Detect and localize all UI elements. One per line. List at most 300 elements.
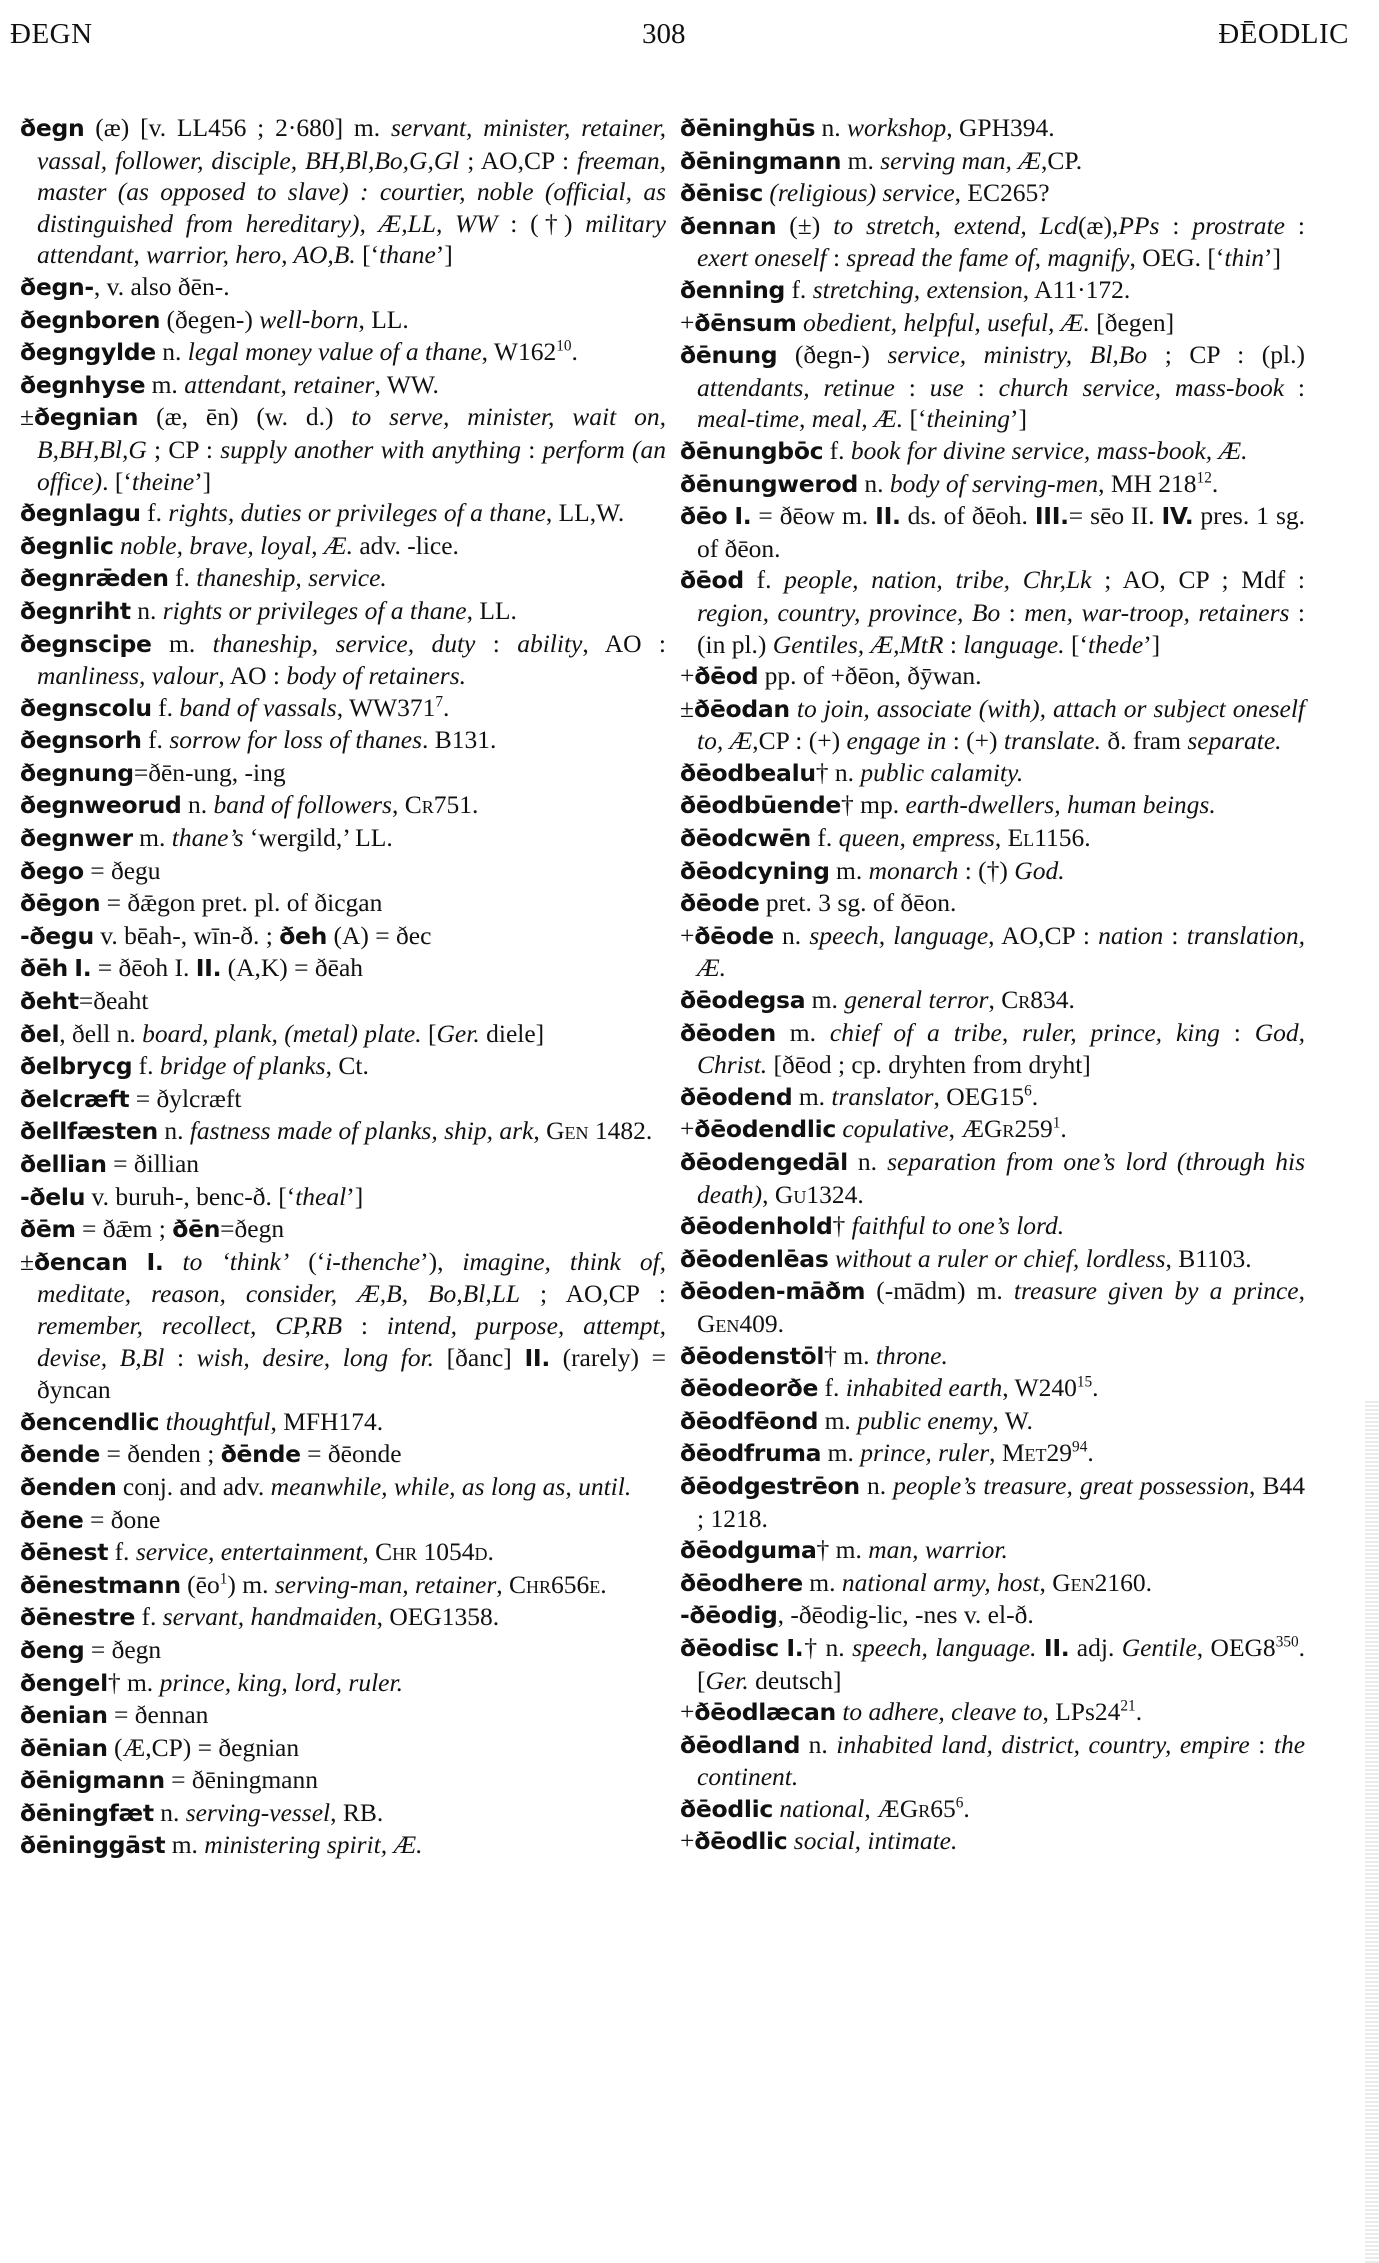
- definition-text: theal: [295, 1181, 347, 1211]
- entry-text: n.: [859, 1470, 894, 1500]
- headword: ðeh: [279, 921, 328, 950]
- definition-text: engage in: [846, 726, 947, 756]
- dictionary-entry: [680, 564, 1305, 660]
- headword: II.: [875, 502, 901, 531]
- entry-text: ’]: [435, 240, 453, 270]
- definition-text: serving-vessel: [185, 1797, 331, 1827]
- headword: ðegnboren: [20, 305, 161, 334]
- dictionary-entry: [680, 660, 1305, 693]
- headword: ðēodcyning: [680, 856, 830, 885]
- definition-text: body of serving-men: [889, 468, 1099, 498]
- definition-text: treasure given by a prince: [1013, 1276, 1299, 1306]
- entry-text: , W.: [992, 1405, 1033, 1435]
- entry-text: .: [1087, 1438, 1094, 1468]
- headword: ðencendlic: [20, 1407, 160, 1436]
- source-abbrev: Chr: [375, 1537, 418, 1567]
- entry-text: , A11·172.: [1022, 274, 1131, 304]
- dictionary-entry: [680, 145, 1305, 178]
- headword: ðēodegsa: [680, 986, 806, 1015]
- definition-text: separation from one’s lord (through his death): [697, 1147, 1306, 1209]
- entry-text: f.: [140, 498, 169, 528]
- headword: ðēodenstōl: [680, 1341, 825, 1370]
- definition-text: band of followers: [213, 790, 392, 820]
- definition-text: attendant, retainer: [184, 369, 375, 399]
- entry-text: ,: [1039, 1567, 1053, 1597]
- dictionary-entry: [20, 1634, 666, 1667]
- entry-text: ,: [391, 790, 405, 820]
- entry-text: n.: [157, 1116, 190, 1146]
- entry-text: :: [963, 372, 999, 402]
- dictionary-entry: [680, 1243, 1305, 1276]
- dictionary-entry: [680, 1696, 1305, 1729]
- entry-text: , RB.: [330, 1797, 384, 1827]
- entry-text: , AO,CP :: [988, 920, 1099, 950]
- entry-text: 1482.: [588, 1116, 653, 1146]
- headword: ðēnisc: [680, 179, 763, 208]
- dictionary-entry: [680, 693, 1305, 757]
- definition-text: inhabited earth: [845, 1373, 1003, 1403]
- definition-text: people’s treasure, great possession: [893, 1470, 1250, 1500]
- headword: ðegnian: [34, 403, 139, 432]
- dictionary-entry: [20, 920, 666, 953]
- entry-text: m.: [821, 1438, 861, 1468]
- entry-text: = sēo II.: [1068, 501, 1162, 531]
- entry-text: ; CP :: [146, 434, 221, 464]
- entry-text: ; CP : (pl.): [1147, 340, 1306, 370]
- entry-text: n.: [153, 1797, 186, 1827]
- entry-text: 751.: [433, 790, 479, 820]
- dictionary-entry: [20, 1797, 666, 1830]
- entry-text: pret. 3 sg. of ðēon.: [759, 888, 957, 918]
- entry-text: 656: [551, 1569, 590, 1599]
- headword: ðel: [20, 1019, 60, 1048]
- dictionary-entry: [20, 1148, 666, 1181]
- definition-text: attendants, retinue: [697, 372, 895, 402]
- entry-text: :: [894, 372, 930, 402]
- headword: ðēningmann: [680, 146, 842, 175]
- definition-text: thede: [1087, 629, 1144, 659]
- entry-text: , W240: [1002, 1373, 1077, 1403]
- headword: ðēodcwēn: [680, 824, 811, 853]
- dictionary-entry: [20, 1699, 666, 1732]
- dictionary-entry: [20, 369, 666, 402]
- entry-text: ,CP.: [1041, 145, 1083, 175]
- headword: ðellfæsten: [20, 1117, 158, 1146]
- headword: ðēnungbōc: [680, 436, 824, 465]
- entry-text: +: [680, 1826, 695, 1856]
- headword: -ðelu: [20, 1182, 86, 1211]
- entry-text: adj.: [1069, 1632, 1122, 1662]
- dictionary-entry: [20, 112, 666, 271]
- entry-text: = ðēonde: [300, 1439, 402, 1469]
- headword: ðegnlagu: [20, 499, 141, 528]
- entry-text: [164, 1247, 183, 1276]
- dictionary-entry: [20, 1471, 666, 1504]
- headword: II.: [195, 954, 222, 983]
- entry-text: , OEG8: [1196, 1632, 1276, 1662]
- entry-text: 409.: [739, 1308, 785, 1338]
- page-number: 308: [642, 18, 686, 50]
- definition-text: manliness, valour: [37, 661, 219, 691]
- definition-text: throne.: [875, 1340, 948, 1370]
- entry-text: = ðēningmann: [164, 1765, 318, 1795]
- definition-text: sorrow for loss of thanes: [169, 725, 422, 755]
- definition-text: translator: [831, 1081, 934, 1111]
- entry-text: , Æ: [864, 1793, 900, 1823]
- definition-text: people, nation, tribe, Chr,Lk: [784, 565, 1092, 595]
- dictionary-entry: [20, 1115, 666, 1148]
- entry-text: , B1103.: [1165, 1243, 1252, 1273]
- dictionary-entry: [680, 822, 1305, 855]
- entry-text: m.: [829, 855, 869, 885]
- headword: ðenian: [20, 1701, 108, 1730]
- entry-text: = ðone: [83, 1504, 161, 1534]
- headword: I.: [734, 502, 752, 531]
- entry-text: ; AO,CP :: [520, 1279, 666, 1309]
- definition-text: serving man, Æ: [880, 145, 1041, 175]
- headword: ðegngylde: [20, 338, 156, 367]
- entry-text: = ðillian: [106, 1149, 200, 1178]
- headword: ðēo: [680, 502, 728, 531]
- entry-text: n.: [155, 337, 188, 367]
- definition-text: nation: [1098, 920, 1164, 950]
- headword: ðēningfæt: [20, 1798, 154, 1827]
- definition-text: speech, language: [809, 920, 989, 950]
- dictionary-entry: [20, 1083, 666, 1116]
- headword: ðegnscipe: [20, 629, 152, 658]
- source-abbrev: Gen: [697, 1308, 740, 1338]
- dictionary-entry: [20, 1406, 666, 1439]
- definition-text: obedient, helpful, useful, Æ.: [802, 307, 1090, 337]
- definition-text: service, entertainment: [135, 1537, 363, 1567]
- dictionary-entry: [20, 1536, 666, 1569]
- headword: ðēodland: [680, 1730, 801, 1759]
- headword: ðende: [20, 1440, 101, 1469]
- running-header: [10, 10, 1349, 60]
- entry-text: ,: [1298, 1276, 1305, 1306]
- entry-text: † n.: [815, 757, 861, 787]
- entry-text: (±): [776, 210, 834, 240]
- headword: ðēgon: [20, 889, 101, 918]
- source-abbrev: El: [1007, 823, 1035, 853]
- entry-text: f.: [108, 1537, 136, 1567]
- headword: ðēodgestrēon: [680, 1471, 860, 1500]
- entry-text: . [: [697, 1632, 1306, 1695]
- dictionary-entry: [680, 1567, 1305, 1600]
- entry-text: f.: [743, 565, 785, 595]
- source-abbrev: Gr: [899, 1793, 931, 1823]
- headword: ðēodhere: [680, 1568, 803, 1597]
- source-abbrev: Cr: [1001, 985, 1031, 1015]
- entry-text: =ðegn: [220, 1214, 285, 1244]
- entry-text: [128, 1247, 147, 1276]
- headword: II.: [524, 1343, 550, 1372]
- definition-text: noble, brave, loyal, Æ.: [119, 530, 353, 560]
- entry-text: :: [943, 629, 964, 659]
- entry-text: .: [1211, 468, 1219, 498]
- entry-text: : (†): [958, 855, 1015, 885]
- entry-text: , v. also ðēn-.: [93, 271, 230, 301]
- headword: ðēodlic: [694, 1827, 788, 1856]
- right-column: [680, 112, 1305, 1858]
- entry-text: † mp.: [841, 790, 906, 820]
- headword: ðencan: [34, 1247, 128, 1276]
- entry-text: m.: [792, 1081, 832, 1111]
- definition-text: prince, king, lord, ruler.: [159, 1667, 403, 1697]
- entry-text: f.: [132, 1051, 160, 1081]
- entry-text: = ðǣgon pret. pl. of ðicgan: [100, 888, 383, 918]
- dictionary-entry: [680, 1017, 1305, 1081]
- headword: ðēnian: [20, 1733, 108, 1762]
- definition-text: service, ministry, Bl,Bo: [887, 340, 1148, 370]
- dictionary-entry: [20, 1050, 666, 1083]
- dictionary-entry: [20, 1732, 666, 1765]
- dictionary-entry: [680, 1405, 1305, 1438]
- entry-text: .: [1031, 1081, 1039, 1111]
- definition-text: thaneship, service.: [196, 563, 387, 593]
- source-abbrev: Met: [1001, 1438, 1047, 1468]
- dictionary-entry: [680, 887, 1305, 920]
- definition-text: serving-man, retainer: [274, 1569, 497, 1599]
- headword: -ðēodig: [680, 1601, 778, 1630]
- dictionary-entry: [20, 1601, 666, 1634]
- dictionary-entry: [20, 1569, 666, 1602]
- definition-text: monarch: [868, 855, 959, 885]
- entry-text: (-mādm) m.: [865, 1276, 1014, 1306]
- headword: ðeng: [20, 1635, 85, 1664]
- dictionary-entry: [680, 210, 1305, 274]
- definition-text: legal money value of a thane: [187, 337, 482, 367]
- entry-text: ’]: [1143, 629, 1161, 659]
- entry-text: v. bēah-, wīn-ð. ;: [93, 920, 280, 950]
- entry-text: ds. of ðēoh.: [900, 501, 1035, 531]
- dictionary-entry: [20, 530, 666, 563]
- entry-text: :: [164, 1342, 197, 1372]
- definition-text: to adhere, cleave to: [842, 1697, 1043, 1727]
- entry-text: : (†): [497, 208, 586, 238]
- headword: IV.: [1161, 502, 1194, 531]
- dictionary-entry: [20, 1018, 666, 1051]
- headword: ðēnde: [220, 1440, 301, 1469]
- definition-text: prostrate: [1192, 210, 1285, 240]
- entry-text: [790, 694, 797, 723]
- dictionary-entry: [680, 468, 1305, 501]
- entry-text: m.: [818, 1405, 858, 1435]
- header-right-guideword: ĐĒODLIC: [1218, 18, 1349, 50]
- source-abbrev: Gen: [546, 1116, 589, 1146]
- definition-text: military attendant, warrior, hero, AO,B.: [37, 208, 666, 270]
- entry-text: +: [680, 307, 695, 337]
- dictionary-entry: [680, 1275, 1305, 1339]
- headword: ðēodisc: [680, 1633, 779, 1662]
- headword: ðēodfēond: [680, 1406, 819, 1435]
- headword: ðēodenhold: [680, 1212, 833, 1241]
- definition-text: fastness made of planks, ship, ark: [189, 1116, 534, 1146]
- entry-text: ’]: [1010, 404, 1028, 434]
- entry-text: , AO :: [582, 628, 666, 658]
- entry-text: m.: [165, 1830, 205, 1860]
- entry-text: (ðegen-): [160, 304, 260, 334]
- headword: ðēnsum: [694, 308, 797, 337]
- headword: ðennan: [680, 211, 777, 240]
- entry-text: ; AO, CP ; Mdf :: [1091, 565, 1305, 595]
- entry-text: ,: [496, 1569, 510, 1599]
- dictionary-entry: [680, 920, 1305, 984]
- definition-text: thane’s: [171, 823, 244, 853]
- headword: ðēn: [172, 1215, 221, 1244]
- entry-text: .: [1135, 1697, 1143, 1727]
- entry-text: n.: [773, 920, 810, 950]
- dictionary-entry: [20, 1213, 666, 1246]
- definition-text: thoughtful: [165, 1406, 271, 1436]
- entry-text: †: [832, 1211, 852, 1241]
- definition-text: rights, duties or privileges of a thane: [168, 498, 546, 528]
- definition-text: (religious) service: [769, 178, 955, 208]
- entry-text: , W162: [481, 337, 557, 367]
- definition-text: freeman, master (as opposed to slave) : courtier, noble (official, as distinguished from hereditary), Æ,LL, WW: [37, 145, 666, 238]
- entry-text: ,: [988, 985, 1002, 1015]
- definition-text: Gentile: [1121, 1632, 1197, 1662]
- dictionary-entry: [20, 497, 666, 530]
- definition-text: separate.: [1187, 726, 1282, 756]
- entry-text: , MH 218: [1098, 468, 1197, 498]
- dictionary-entry: [680, 112, 1305, 145]
- entry-text: +: [680, 920, 695, 950]
- dictionary-entry: [680, 1081, 1305, 1114]
- dictionary-entry: [680, 1825, 1305, 1858]
- definition-text: spread the fame of, magnify: [846, 243, 1130, 273]
- entry-text: = ðegn: [84, 1634, 162, 1664]
- dictionary-entry: [20, 1764, 666, 1797]
- definition-text: region, country, province, Bo: [697, 597, 1001, 627]
- dictionary-entry: [20, 789, 666, 822]
- definition-text: thin: [1224, 243, 1265, 273]
- dictionary-entry: [20, 562, 666, 595]
- superscript: 21: [1120, 1697, 1136, 1715]
- entry-text: n.: [130, 595, 163, 625]
- headword: ðegnrǣden: [20, 564, 169, 593]
- definition-text: national army, host: [841, 1567, 1040, 1597]
- entry-text: = ðēoh I.: [91, 953, 196, 983]
- entry-text: ; AO,CP :: [459, 145, 577, 175]
- headword: I.: [786, 1633, 804, 1662]
- definition-text: workshop: [847, 113, 947, 142]
- dictionary-entry: [20, 985, 666, 1018]
- definition-text: language.: [963, 629, 1065, 659]
- headword: ðēnestre: [20, 1603, 136, 1632]
- headword: ðelbrycg: [20, 1052, 133, 1081]
- entry-text: .: [600, 1569, 607, 1599]
- entry-text: , OEG. [‘: [1129, 243, 1225, 273]
- dictionary-entry: [20, 822, 666, 855]
- entry-text: [‘: [1064, 629, 1088, 659]
- dictionary-entry: [20, 628, 666, 692]
- entry-text: .: [963, 1793, 970, 1823]
- dictionary-entry: [680, 855, 1305, 888]
- entry-text: n.: [800, 1729, 837, 1759]
- definition-text: wish, desire, long for.: [196, 1342, 435, 1372]
- headword: ðegnlic: [20, 531, 114, 560]
- entry-text: ±: [680, 693, 694, 723]
- entry-text: 1156.: [1034, 823, 1091, 853]
- dictionary-entry: [20, 1438, 666, 1471]
- headword: ðeht: [20, 987, 79, 1016]
- dictionary-entry: [20, 952, 666, 985]
- entry-text: ±: [20, 1246, 34, 1276]
- definition-text: inhabited land, district, country, empire: [836, 1729, 1250, 1759]
- source-abbrev: Gu: [774, 1179, 807, 1209]
- dictionary-entry: [20, 1829, 666, 1862]
- superscript: 12: [1196, 469, 1212, 487]
- dictionary-entry: [680, 1793, 1305, 1826]
- entry-text: ,: [762, 1179, 775, 1209]
- headword: ðēodlic: [680, 1794, 773, 1823]
- dictionary-entry: [680, 789, 1305, 822]
- entry-text: ±: [20, 402, 34, 432]
- entry-text: [ðegen]: [1089, 307, 1175, 337]
- entry-text: , B44 ; 1218.: [697, 1470, 1305, 1533]
- headword: ðēninghūs: [680, 114, 816, 142]
- definition-text: servant, handmaiden: [162, 1602, 377, 1632]
- entry-text: f.: [168, 563, 197, 593]
- definition-text: to stretch, extend, Lcd: [833, 210, 1078, 240]
- headword: ðegn-: [20, 272, 94, 301]
- headword: ðēnestmann: [20, 1570, 181, 1599]
- entry-text: = ðylcræft: [129, 1083, 242, 1113]
- dictionary-entry: [680, 307, 1305, 340]
- headword: ðēnung: [680, 341, 778, 370]
- definition-text: theine: [131, 466, 195, 496]
- definition-text: to ‘think’: [182, 1246, 290, 1276]
- superscript: 7: [435, 693, 444, 711]
- entry-text: , Ct.: [325, 1051, 369, 1081]
- headword: I.: [74, 954, 92, 983]
- dictionary-entry: [20, 887, 666, 920]
- dictionary-entry: [680, 177, 1305, 210]
- definition-text: band of vassals: [179, 692, 337, 722]
- entry-text: † n.: [803, 1632, 853, 1662]
- definition-text: queen, empress: [838, 823, 995, 853]
- entry-text: ’]: [1264, 243, 1282, 273]
- entry-text: conj. and adv.: [116, 1471, 271, 1501]
- source-abbrev: d: [474, 1537, 488, 1567]
- entry-text: f.: [151, 692, 180, 722]
- dictionary-entry: [680, 1437, 1305, 1470]
- entry-text: , LL.: [466, 595, 517, 625]
- entry-text: m.: [841, 145, 881, 175]
- entry-text: m.: [775, 1017, 830, 1047]
- entry-text: [1037, 1633, 1044, 1662]
- headword: ðēh: [20, 954, 68, 983]
- entry-text: m.: [805, 985, 845, 1015]
- superscript: 1: [219, 1570, 228, 1588]
- headword: ðēoden-māðm: [680, 1277, 866, 1306]
- definition-text: servant, minister, retainer, vassal, follower, disciple, BH,Bl,Bo,G,Gl: [37, 113, 666, 175]
- definition-text: exert oneself: [697, 243, 827, 273]
- entry-text: deutsch]: [748, 1665, 842, 1695]
- dictionary-entry: [680, 1146, 1305, 1210]
- dictionary-entry: [680, 339, 1305, 435]
- entry-text: n.: [847, 1147, 888, 1176]
- dictionary-entry: [20, 1246, 666, 1406]
- entry-text: = ðēow m.: [751, 501, 876, 531]
- definition-text: translate.: [1003, 726, 1101, 756]
- entry-text: , OEG15: [933, 1081, 1025, 1111]
- superscript: 6: [955, 1794, 964, 1812]
- entry-text: † m.: [107, 1667, 160, 1697]
- entry-text: (A) = ðec: [327, 920, 432, 950]
- headword: ðēodfruma: [680, 1439, 822, 1468]
